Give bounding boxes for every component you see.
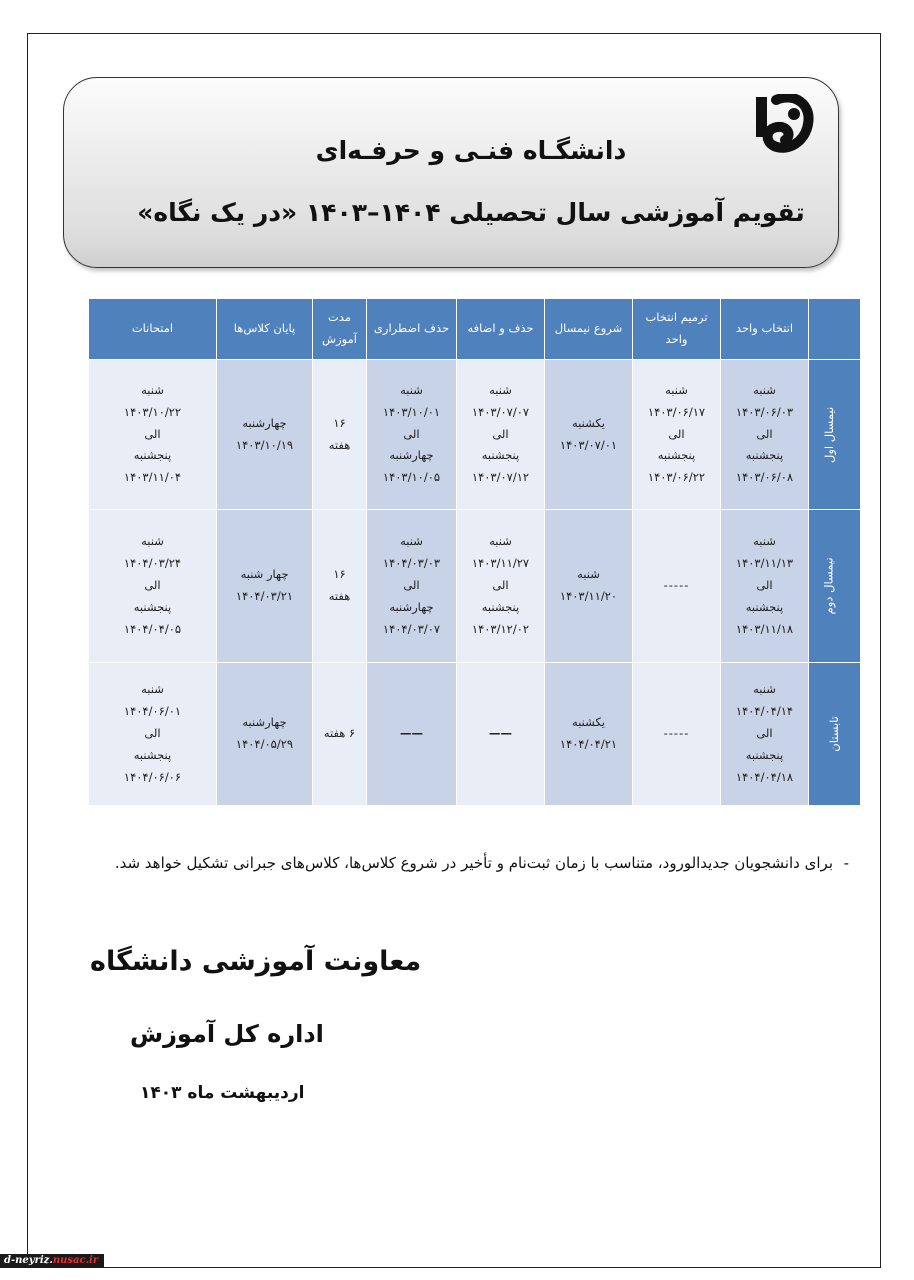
cell-line: الی <box>403 426 420 441</box>
cell-line: شنبه <box>489 534 512 549</box>
note-text: برای دانشجویان جدیدالورود، متناسب با زمان ثبت‌نام و تأخیر در شروع کلاس‌ها، کلاس‌های جبرانی تشکیل خواهد شد. <box>114 854 833 872</box>
table-row <box>89 663 861 806</box>
cell-line: یکشنبه <box>572 415 605 430</box>
table-cell <box>89 360 217 510</box>
signature-office: معاونت آموزشی دانشگاه <box>90 946 422 977</box>
cell-line: هفته <box>328 437 351 452</box>
cell-line: هفته <box>328 589 351 603</box>
table-cell <box>313 510 367 663</box>
table-row <box>89 360 861 510</box>
table-cell <box>721 360 809 510</box>
cell-line: شنبه <box>400 382 423 397</box>
cell-line: ۱۴۰۳/۱۲/۰۲ <box>471 621 530 636</box>
cell-line: ۱۴۰۳/۰۷/۰۱ <box>559 437 618 452</box>
table-cell <box>217 510 313 663</box>
cell-line: ۱۴۰۳/۱۱/۲۷ <box>471 556 530 571</box>
table-cell <box>89 663 217 806</box>
cell-line: ۱۴۰۴/۰۴/۲۱ <box>559 737 618 751</box>
cell-line: شنبه <box>141 382 164 397</box>
cell-line: ۱۴۰۴/۰۶/۰۶ <box>123 769 182 784</box>
cell-line: پنجشنبه <box>745 747 784 762</box>
note-bullet: - <box>843 854 849 872</box>
cell-line: شنبه <box>753 534 776 549</box>
cell-line: ۱۴۰۴/۰۳/۲۱ <box>235 589 294 603</box>
cell-line: الی <box>492 426 509 441</box>
cell-line: یکشنبه <box>572 715 605 730</box>
cell-line: شنبه <box>489 382 512 397</box>
column-header: حذف اضطراری <box>367 299 457 360</box>
row-label-text: تابستان <box>826 716 841 752</box>
table-cell <box>545 663 633 806</box>
cell-line: ۱۴۰۳/۱۰/۱۹ <box>235 437 294 452</box>
column-header: پایان کلاس‌ها <box>217 299 313 360</box>
cell-line: ۱۴۰۳/۱۱/۱۳ <box>735 556 794 571</box>
cell-line: چهار شنبه <box>240 567 289 582</box>
cell-line: ۱۴۰۳/۱۱/۲۰ <box>559 589 618 603</box>
calendar-title: تقویم آموزشی سال تحصیلی ۱۴۰۴–۱۴۰۳ «در یک نگاه» <box>137 198 805 227</box>
cell-line: ----- <box>663 726 690 741</box>
column-header: انتخاب واحد <box>721 299 809 360</box>
table-cell <box>633 360 721 510</box>
watermark-prefix: d-neyriz. <box>4 1255 53 1266</box>
cell-line: پنجشنبه <box>657 448 696 463</box>
cell-line: الی <box>492 578 509 593</box>
cell-line: پنجشنبه <box>481 599 520 614</box>
cell-line: ۶ هفته <box>323 726 356 741</box>
cell-line: ۱۴۰۴/۰۴/۱۴ <box>735 704 794 719</box>
table-cell <box>545 360 633 510</box>
cell-line: ۱۴۰۳/۰۶/۰۳ <box>735 404 794 419</box>
cell-line: الی <box>144 426 161 441</box>
cell-line: شنبه <box>141 534 164 549</box>
cell-line: الی <box>668 426 685 441</box>
cell-line: الی <box>756 426 773 441</box>
row-label-text: نیمسال دوم <box>821 557 836 615</box>
row-label <box>809 360 861 510</box>
cell-line: ۱۴۰۴/۰۶/۰۱ <box>123 704 182 719</box>
table-cell <box>89 510 217 663</box>
cell-line: الی <box>403 578 420 593</box>
cell-line: پنجشنبه <box>133 747 172 762</box>
row-label-text: نیمسال اول <box>821 406 836 463</box>
row-label <box>809 663 861 806</box>
cell-line: شنبه <box>753 682 776 697</box>
cell-line: ۱۴۰۴/۰۵/۲۹ <box>235 737 294 751</box>
column-header: شروع نیمسال <box>545 299 633 360</box>
header-box <box>63 77 839 268</box>
cell-line: ۱۴۰۳/۱۰/۰۱ <box>382 404 441 419</box>
cell-line: —— <box>400 726 423 741</box>
cell-line: ۱۴۰۳/۰۶/۱۷ <box>647 404 706 419</box>
cell-line: شنبه <box>141 682 164 697</box>
cell-line: شنبه <box>753 382 776 397</box>
cell-line: پنجشنبه <box>133 448 172 463</box>
table-cell <box>367 510 457 663</box>
cell-line: الی <box>144 726 161 741</box>
cell-line: ۱۴۰۳/۰۶/۲۲ <box>647 470 706 485</box>
signature-date: اردیبهشت ماه ۱۴۰۳ <box>140 1083 305 1103</box>
cell-line: ----- <box>663 578 690 593</box>
cell-line: چهارشنبه <box>389 599 434 614</box>
university-name: دانشگـاه فنـی و حرفـه‌ای <box>315 136 627 165</box>
table-cell <box>457 510 545 663</box>
column-header: مدت آموزش <box>313 299 367 360</box>
cell-line: چهارشنبه <box>242 415 287 430</box>
cell-line: —— <box>489 726 512 741</box>
academic-calendar-table <box>88 298 861 806</box>
table-cell <box>633 510 721 663</box>
table-cell <box>313 663 367 806</box>
footnote <box>88 848 849 879</box>
table-cell <box>457 663 545 806</box>
table-cell <box>545 510 633 663</box>
cell-line: الی <box>144 578 161 593</box>
corner-cell <box>809 299 861 360</box>
table-cell <box>457 360 545 510</box>
site-watermark <box>0 1254 104 1268</box>
table-cell <box>721 663 809 806</box>
cell-line: چهارشنبه <box>242 715 287 730</box>
cell-line: ۱۴۰۴/۰۴/۰۵ <box>123 621 182 636</box>
cell-line: چهارشنبه <box>389 448 434 463</box>
cell-line: ۱۴۰۳/۱۱/۱۸ <box>735 621 794 636</box>
cell-line: شنبه <box>577 567 600 582</box>
cell-line: شنبه <box>665 382 688 397</box>
row-label <box>809 510 861 663</box>
table-cell <box>313 360 367 510</box>
table-header-row <box>89 299 861 360</box>
cell-line: پنجشنبه <box>745 599 784 614</box>
cell-line: ۱۴۰۳/۰۷/۱۲ <box>471 470 530 485</box>
cell-line: ۱۶ <box>333 567 346 582</box>
table-cell <box>633 663 721 806</box>
cell-line: شنبه <box>400 534 423 549</box>
cell-line: ۱۴۰۳/۰۶/۰۸ <box>735 470 794 485</box>
signature-department: اداره کل آموزش <box>130 1020 324 1048</box>
table-cell <box>367 360 457 510</box>
column-header: حذف و اضافه <box>457 299 545 360</box>
column-header: ترمیم انتخاب واحد <box>633 299 721 360</box>
cell-line: ۱۴۰۴/۰۳/۲۴ <box>123 556 182 571</box>
cell-line: ۱۴۰۳/۱۰/۲۲ <box>123 404 182 419</box>
column-header: امتحانات <box>89 299 217 360</box>
table-cell <box>217 360 313 510</box>
cell-line: ۱۴۰۳/۱۰/۰۵ <box>382 470 441 485</box>
cell-line: الی <box>756 578 773 593</box>
table-row <box>89 510 861 663</box>
cell-line: ۱۶ <box>333 415 346 430</box>
cell-line: پنجشنبه <box>133 599 172 614</box>
cell-line: ۱۴۰۴/۰۳/۰۳ <box>382 556 441 571</box>
cell-line: پنجشنبه <box>745 448 784 463</box>
watermark-suffix: nusac.ir <box>52 1255 99 1266</box>
cell-line: الی <box>756 726 773 741</box>
cell-line: ۱۴۰۳/۰۷/۰۷ <box>471 404 530 419</box>
table-cell <box>217 663 313 806</box>
cell-line: ۱۴۰۴/۰۳/۰۷ <box>382 621 441 636</box>
table-cell <box>367 663 457 806</box>
table-cell <box>721 510 809 663</box>
cell-line: ۱۴۰۴/۰۴/۱۸ <box>735 769 794 784</box>
cell-line: پنجشنبه <box>481 448 520 463</box>
cell-line: ۱۴۰۳/۱۱/۰۴ <box>123 470 182 485</box>
